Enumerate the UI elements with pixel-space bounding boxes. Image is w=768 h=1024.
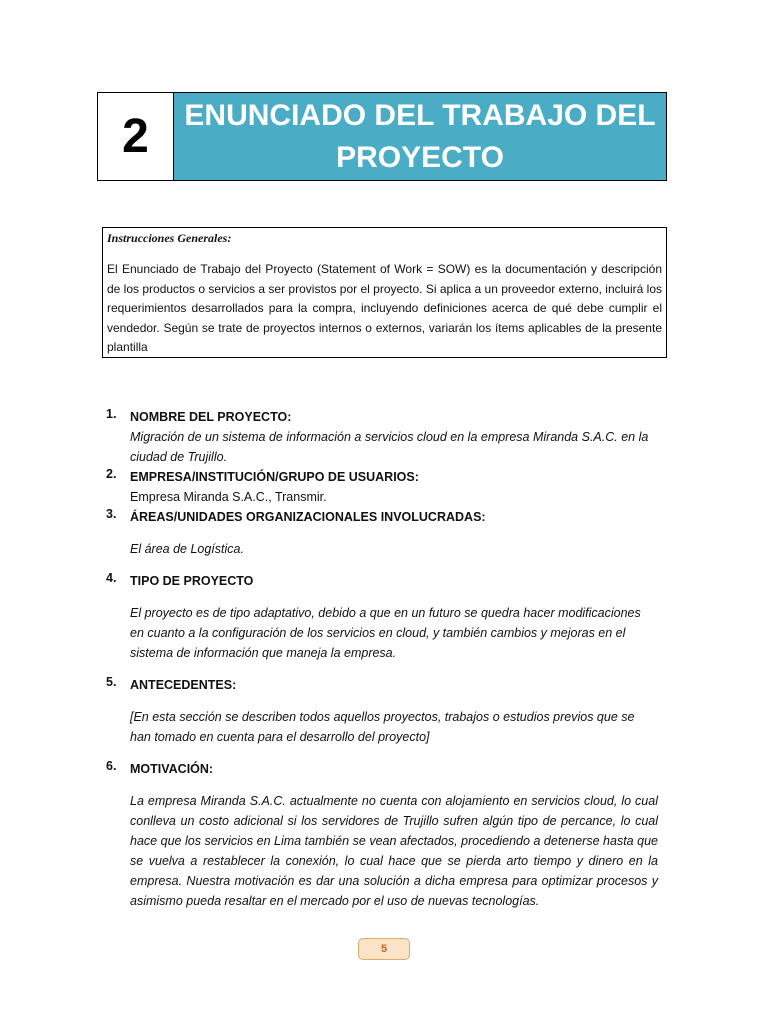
section-title: NOMBRE DEL PROYECTO: [130, 410, 292, 424]
section-number: 6. [106, 759, 117, 773]
section-4 [106, 571, 658, 663]
section-number: 2. [106, 467, 117, 481]
section-number: 3. [106, 507, 117, 521]
section-title: ÁREAS/UNIDADES ORGANIZACIONALES INVOLUCRADAS: [130, 510, 486, 524]
chapter-number: 2 [98, 93, 174, 180]
section-title: EMPRESA/INSTITUCIÓN/GRUPO DE USUARIOS: [130, 470, 419, 484]
section-text: La empresa Miranda S.A.C. actualmente no cuenta con alojamiento en servicios cloud, lo cual conlleva un costo adicional si los servidores de Trujillo sufren algún tipo de percance, lo cual hace que los servicios en Lima también se vean afectados, procediendo a detenerse hasta que se vuelva a restablecer la conexión, lo cual hace que se pierda arto tiempo y dinero en la empresa. Nuestra motivación es dar una solución a dicha empresa para optimizar procesos y asimismo pueda resaltar en el mercado por el uso de nuevas tecnologías. [130, 794, 658, 908]
section-3 [106, 507, 658, 559]
section-text: Empresa Miranda S.A.C., Transmir. [130, 490, 327, 504]
section-title: TIPO DE PROYECTO [130, 574, 254, 588]
section-text: El proyecto es de tipo adaptativo, debido a que en un futuro se quedra hacer modificaciones en cuanto a la configuración de los servicios en cloud, y también cambios y mejoras en el sistema de información que maneja la empresa. [130, 606, 641, 660]
section-text: El área de Logística. [130, 542, 244, 556]
chapter-title: ENUNCIADO DEL TRABAJO DEL PROYECTO [174, 93, 666, 180]
instructions-box [102, 227, 667, 358]
instructions-heading: Instrucciones Generales: [107, 231, 232, 245]
section-6 [106, 759, 658, 911]
instructions-body: El Enunciado de Trabajo del Proyecto (Statement of Work = SOW) es la documentación y descripción de los productos o servicios a ser provistos por el proyecto. Si aplica a un proveedor externo, incluirá los requerimientos desarrollados para la compra, incluyendo definiciones acerca de qué debe cumplir el vendedor. Según se trate de proyectos internos o externos, variarán los ítems aplicables de la presente plantilla [107, 262, 662, 355]
section-text: [En esta sección se describen todos aquellos proyectos, trabajos o estudios previos que se han tomado en cuenta para el desarrollo del proyecto] [130, 710, 635, 744]
chapter-header [97, 92, 667, 181]
section-1 [106, 407, 658, 467]
section-5 [106, 675, 658, 747]
section-title: ANTECEDENTES: [130, 678, 237, 692]
section-number: 1. [106, 407, 117, 421]
section-title: MOTIVACIÓN: [130, 762, 214, 776]
page-number: 5 [358, 938, 410, 960]
section-text: Migración de un sistema de información a servicios cloud en la empresa Miranda S.A.C. en la ciudad de Trujillo. [130, 430, 649, 464]
section-number: 5. [106, 675, 117, 689]
section-number: 4. [106, 571, 117, 585]
section-2 [106, 467, 658, 507]
section-list [106, 407, 658, 911]
